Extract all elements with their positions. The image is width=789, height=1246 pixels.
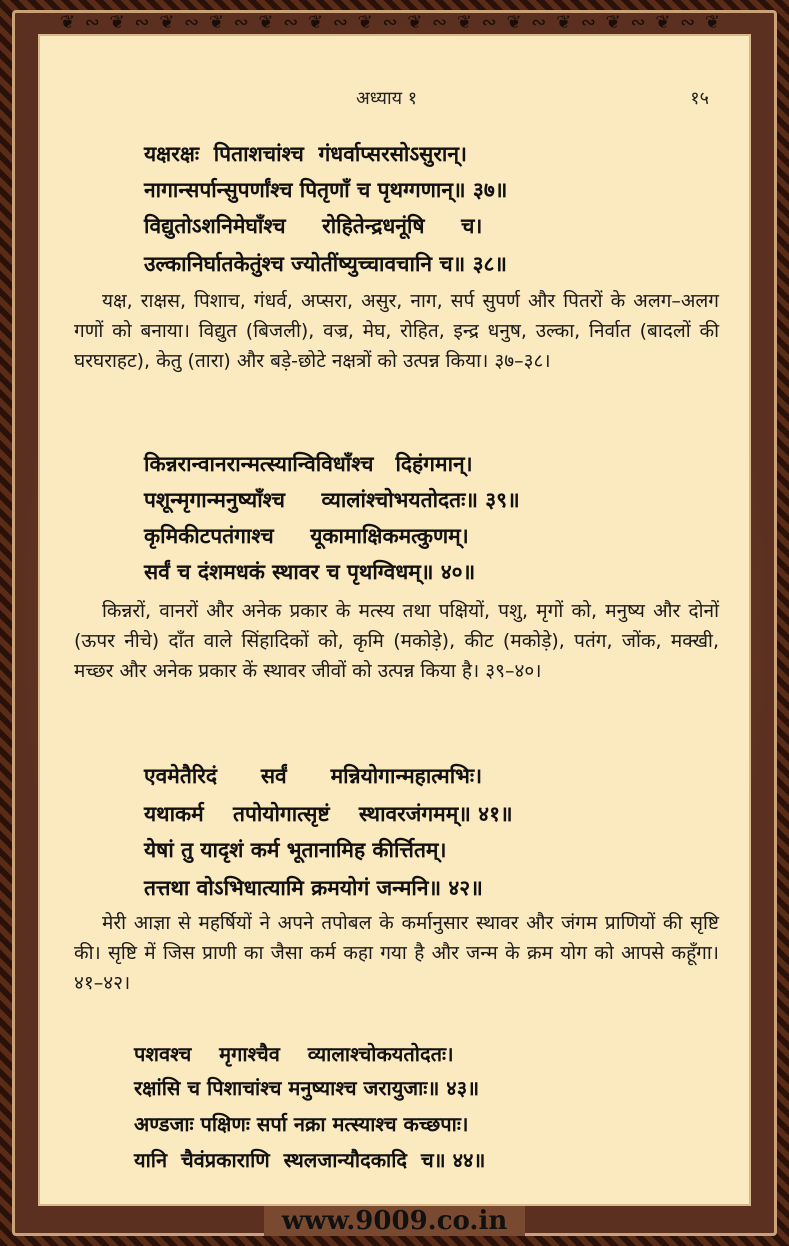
chapter-title: अध्याय १ xyxy=(356,88,418,109)
verse-line: येषां तु यादृशं कर्म भूतानामिह कीर्त्तितम्। xyxy=(144,838,447,862)
verse-line: एवमेतैरिदं सर्वं मन्नियोगान्महात्मभिः। xyxy=(144,764,483,788)
translation-paragraph: किन्नरों, वानरों और अनेक प्रकार के मत्स्य तथा पक्षियों, पशु, मृगों को, मनुष्य और दोनों (ऊपर नीचे) दाँत वाले सिंहादिकों को, कृमि (मकोड़े), कीट (मकोड़े), पतंग, जोंक, मक्खी, मच्छर और अनेक प्रकार कें स्थावर जीवों को उत्पन्न किया है। ३९–४०। xyxy=(74,600,719,682)
verse-line: पशून्मृगान्मनुष्याँश्च व्यालांश्चोभयतोदतः॥ ३९॥ xyxy=(144,488,520,512)
top-ornament: ❦ ∾ ❦ ∾ ❦ ∾ ❦ ∾ ❦ ∾ ❦ ∾ ❦ ∾ ❦ ∾ ❦ ∾ ❦ ∾ ❦ ∾ ❦ ∾ ❦ ∾ ❦ xyxy=(60,12,722,33)
verse-line: तत्तथा वोऽभिधात्यामि क्रमयोगं जन्मनि॥ ४२॥ xyxy=(144,876,483,900)
page-number: १५ xyxy=(690,88,709,109)
verse-line: विद्युतोऽशनिमेघाँश्च रोहितेन्द्रधनूंषि च। xyxy=(144,214,483,238)
footer xyxy=(0,1206,789,1246)
verse-line: यानि चैवंप्रकाराणि स्थलजान्यौदकादि च॥ ४४॥ xyxy=(134,1148,486,1172)
page-header xyxy=(38,86,751,110)
verse-line: पशवश्च मृगाश्चैव व्यालाश्चोकयतोदतः। xyxy=(134,1042,454,1066)
translation-paragraph: मेरी आज्ञा से महर्षियों ने अपने तपोबल के कर्मानुसार स्थावर और जंगम प्राणियों की सृष्टि की। सृष्टि में जिस प्राणी का जैसा कर्म कहा गया है और जन्म के क्रम योग को आपसे कहूँगा। ४१–४२। xyxy=(74,912,719,994)
verse-line: किन्नरान्वानरान्मत्स्यान्विविधाँश्च दिहंगमान्। xyxy=(144,452,473,476)
verse-line: यक्षरक्षः पिताशचांश्च गंधर्वाप्सरसोऽसुरान्। xyxy=(144,142,467,166)
verse-line: सर्वं च दंशमधकं स्थावर च पृथग्विधम्॥ ४०॥ xyxy=(144,560,476,584)
verse-line: उल्कानिर्घातकेतुंश्च ज्योतींष्युच्चावचानि च॥ ३८॥ xyxy=(144,252,507,276)
page xyxy=(38,34,751,1206)
verse-line: रक्षांसि च पिशाचांश्च मनुष्याश्च जरायुजाः॥ ४३॥ xyxy=(134,1076,480,1100)
verse-line: कृमिकीटपतंगाश्च यूकामाक्षिकमत्कुणम्। xyxy=(144,524,469,548)
translation-paragraph: यक्ष, राक्षस, पिशाच, गंधर्व, अप्सरा, असुर, नाग, सर्प सुपर्ण और पितरों के अलग–अलग गणों को बनाया। विद्युत (बिजली), वज्र, मेघ, रोहित, इन्द्र धनुष, उल्का, निर्वात (बादलों की घरघराहट), केतु (तारा) और बड़े-छोटे नक्षत्रों को उत्पन्न किया। ३७–३८। xyxy=(74,290,719,372)
verse-line: अण्डजाः पक्षिणः सर्पा नक्रा मत्स्याश्च कच्छपाः। xyxy=(134,1112,469,1136)
verse-line: नागान्सर्पान्सुपर्णांश्च पितृणाँ च पृथग्गणान्॥ ३७॥ xyxy=(144,178,508,202)
verse-line: यथाकर्म तपोयोगात्सृष्टं स्थावरजंगमम्॥ ४१॥ xyxy=(144,802,513,826)
website-url[interactable]: www.9009.co.in xyxy=(264,1206,526,1236)
